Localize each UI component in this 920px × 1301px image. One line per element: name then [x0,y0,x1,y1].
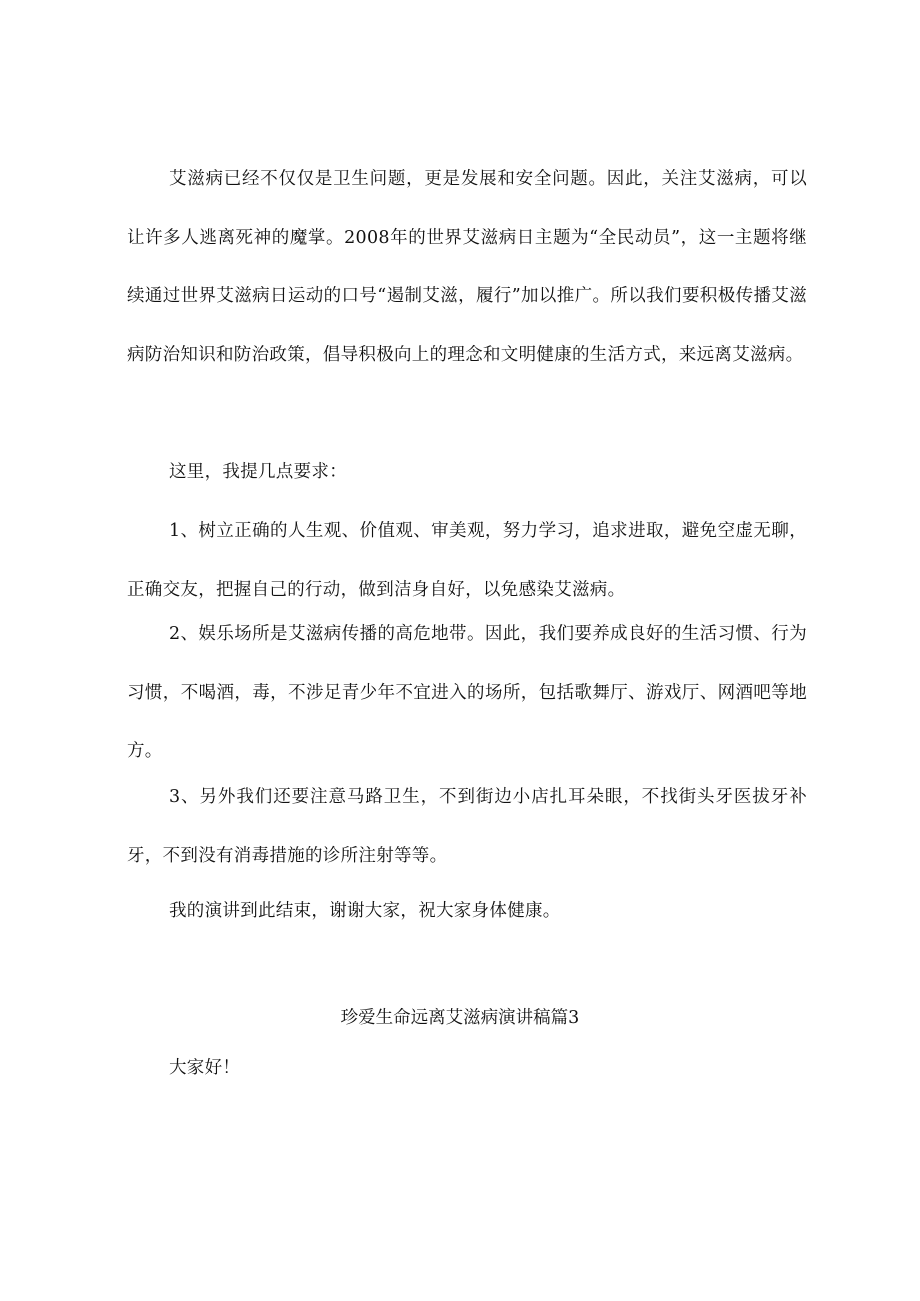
paragraph-item-3: 3、另外我们还要注意马路卫生，不到街边小店扎耳朵眼，不找街头牙医拔牙补牙，不到没有消毒措施的诊所注射等等。 [127,787,807,866]
paragraph-intro: 艾滋病已经不仅仅是卫生问题，更是发展和安全问题。因此，关注艾滋病，可以让许多人逃离死神的魔掌。2008年的世界艾滋病日主题为“全民动员”，这一主题将继续通过世界艾滋病日运动的口号“遏制艾滋，履行”加以推广。所以我们要积极传播艾滋病防治知识和防治政策，倡导积极向上的理念和文明健康的生活方式，来远离艾滋病。 [127,169,807,365]
paragraph-item-2: 2、娱乐场所是艾滋病传播的高危地带。因此，我们要养成良好的生活习惯、行为习惯，不喝酒，毒，不涉足青少年不宜进入的场所，包括歌舞厅、游戏厅、网酒吧等地方。 [127,624,807,761]
paragraph-item-1: 1、树立正确的人生观、价值观、审美观，努力学习，追求进取，避免空虚无聊，正确交友，把握自己的行动，做到洁身自好，以免感染艾滋病。 [127,521,807,600]
paragraph-requirements-lead: 这里，我提几点要求： [169,462,347,482]
paragraph-closing: 我的演讲到此结束，谢谢大家，祝大家身体健康。 [169,901,561,921]
section-heading: 珍爱生命远离艾滋病演讲稿篇3 [340,1008,580,1028]
greeting: 大家好！ [169,1058,241,1078]
